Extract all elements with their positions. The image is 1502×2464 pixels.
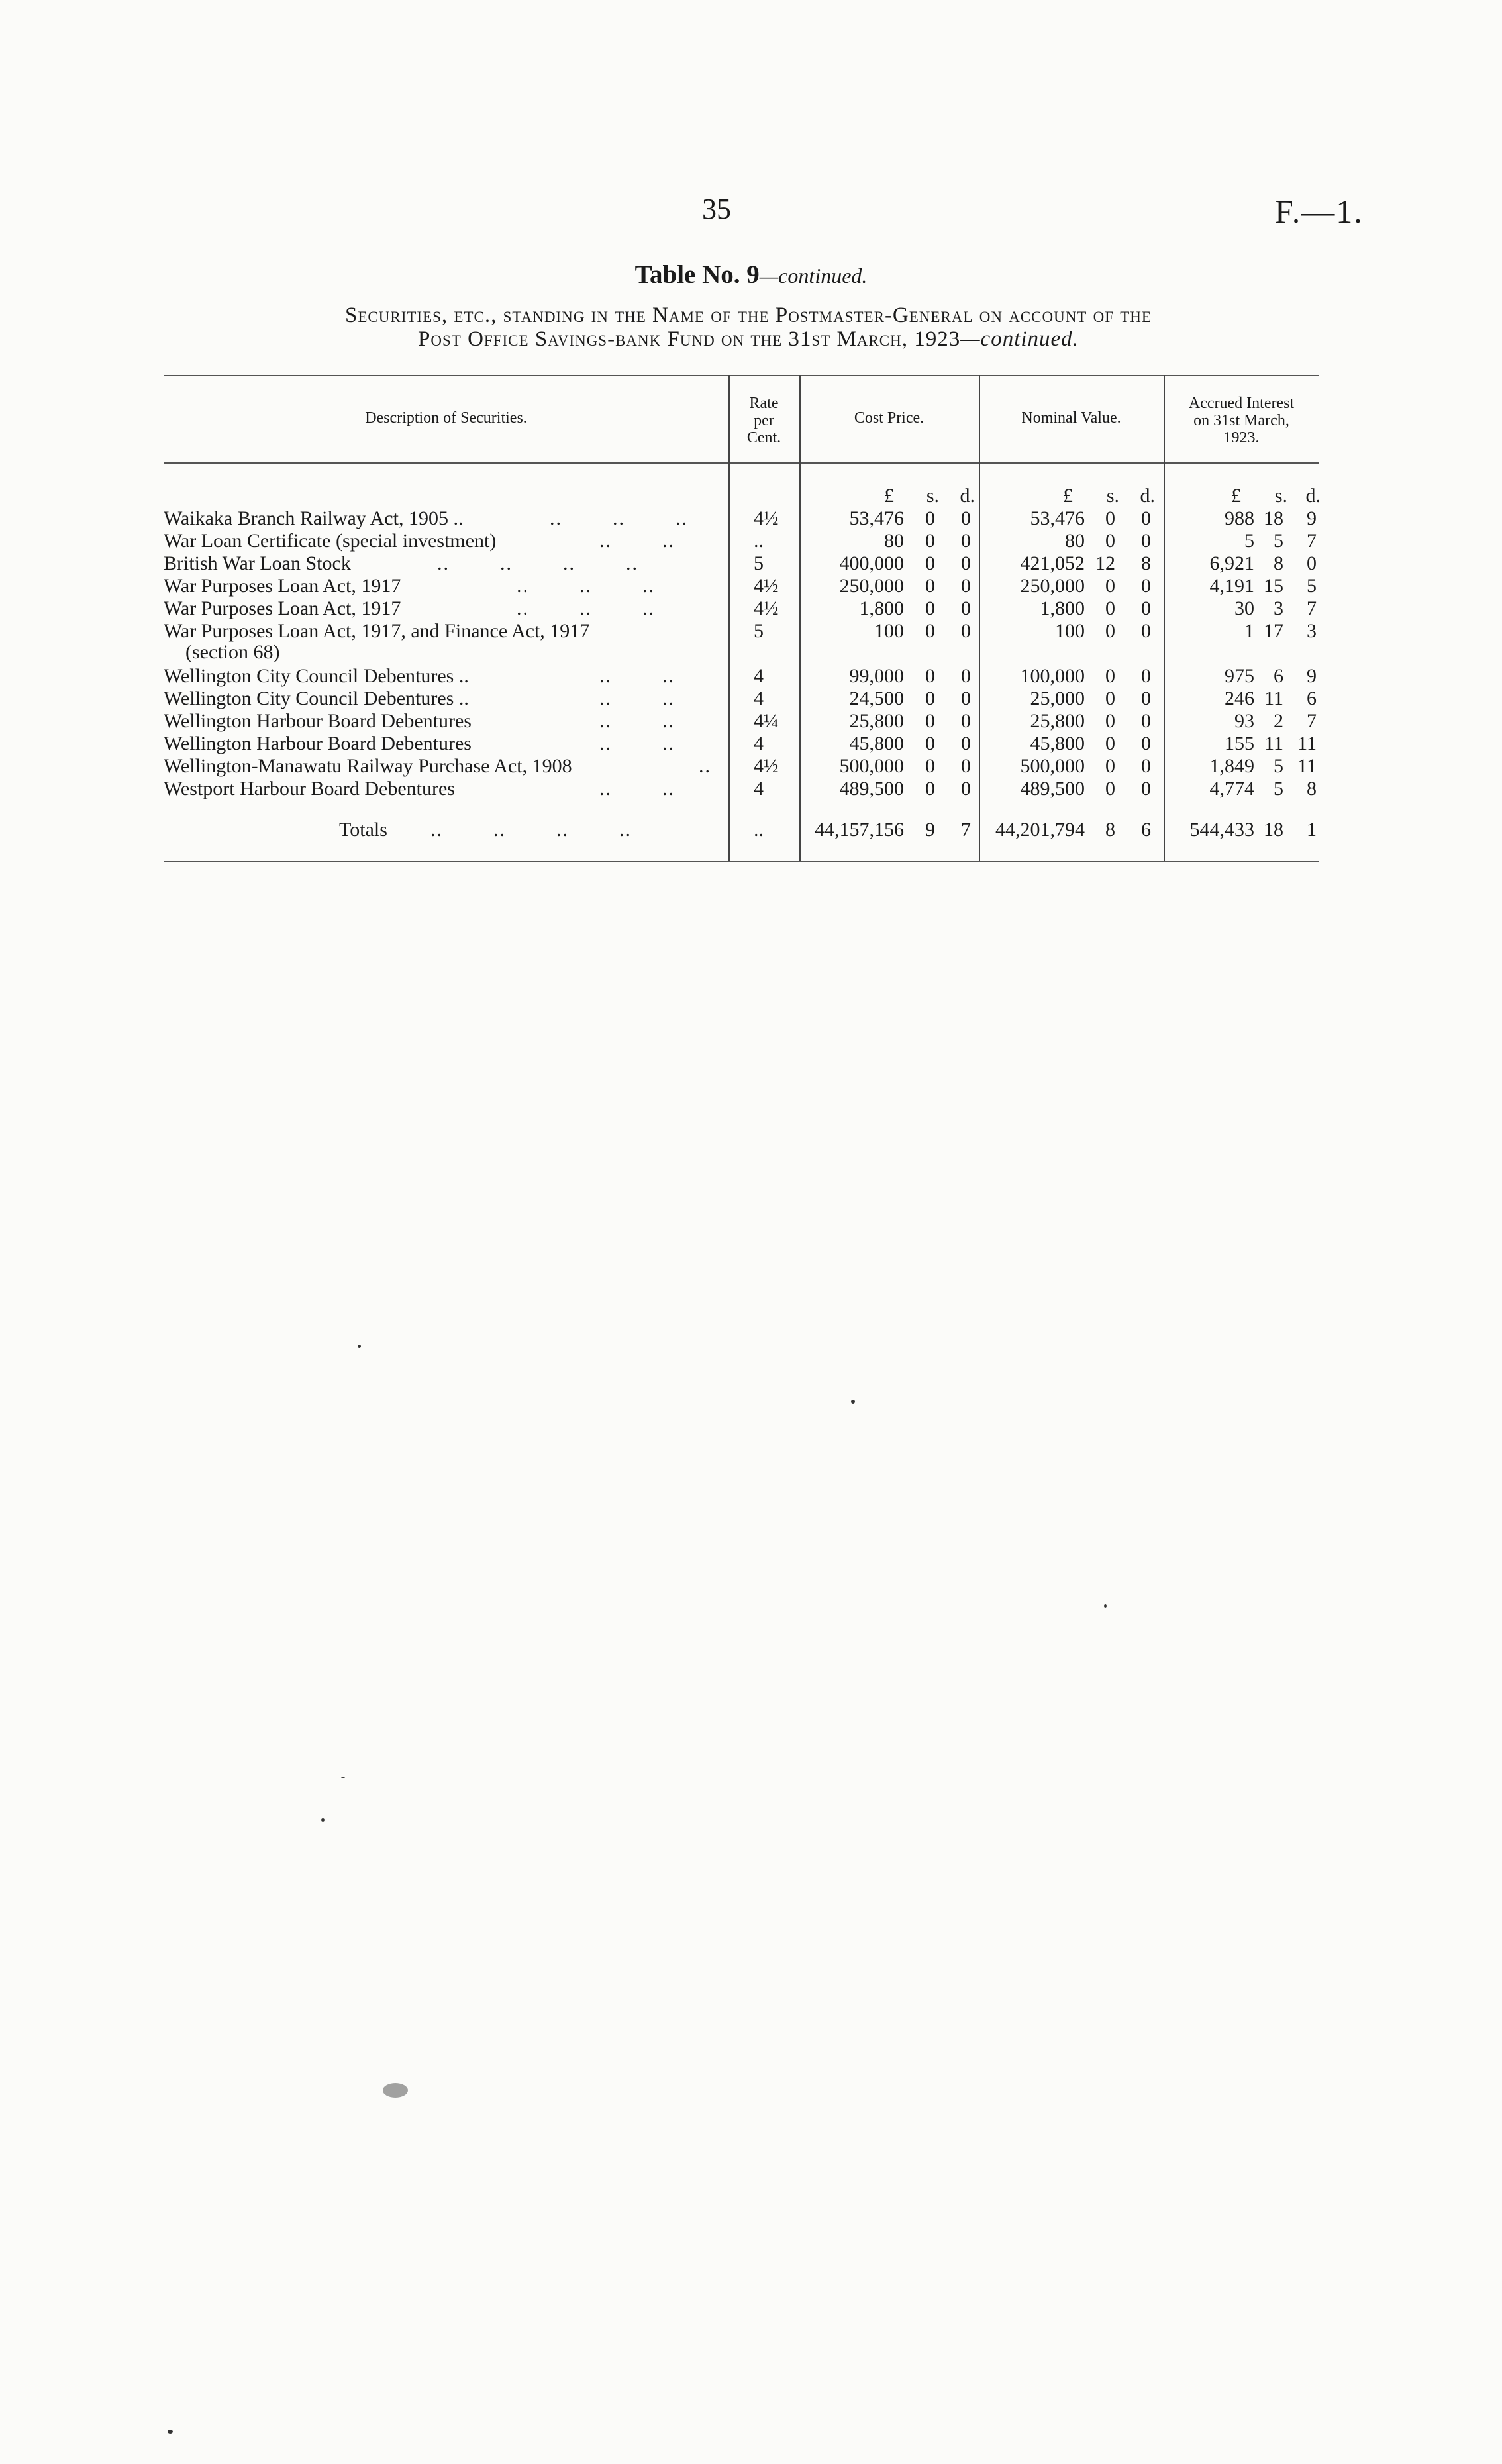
row-description: War Loan Certificate (special investment)	[164, 530, 497, 552]
col-header-rate-line1: Rate	[749, 395, 779, 412]
row-cost-pounds: 1,800	[859, 597, 904, 619]
row-description: War Purposes Loan Act, 1917, and Finance Act, 1917	[164, 620, 590, 642]
unit-pound: £	[1063, 485, 1073, 507]
row-nominal-pounds: 100	[1055, 620, 1085, 642]
row-interest-shillings: 15	[1264, 575, 1283, 597]
row-interest-pounds: 4,191	[1209, 575, 1254, 597]
row-interest-pence: 0	[1307, 552, 1317, 574]
row-rate: ..	[754, 530, 764, 552]
scan-speck	[383, 2083, 408, 2098]
totals-rate: ..	[754, 819, 764, 841]
row-cost-pence: 0	[961, 688, 971, 709]
row-interest-pounds: 1,849	[1209, 755, 1254, 777]
row-nominal-pounds: 1,800	[1040, 597, 1085, 619]
row-description: Wellington-Manawatu Railway Purchase Act, 1908	[164, 755, 572, 777]
column-divider	[1164, 375, 1165, 861]
row-interest-pounds: 5	[1244, 530, 1254, 552]
row-interest-pence: 11	[1297, 733, 1317, 754]
row-description: British War Loan Stock	[164, 552, 351, 574]
row-nominal-shillings: 0	[1105, 733, 1115, 754]
row-nominal-shillings: 0	[1105, 530, 1115, 552]
unit-shilling: s.	[1274, 485, 1287, 507]
row-nominal-pounds: 80	[1065, 530, 1085, 552]
row-cost-pounds: 99,000	[849, 665, 904, 687]
row-cost-pence: 0	[961, 597, 971, 619]
row-cost-pence: 0	[961, 755, 971, 777]
dot-leader: .. ..	[599, 665, 675, 687]
row-cost-pounds: 100	[874, 620, 904, 642]
row-interest-pounds: 1	[1244, 620, 1254, 642]
dot-leader: ..	[699, 755, 711, 777]
row-cost-pence: 0	[961, 575, 971, 597]
row-cost-pence: 0	[961, 710, 971, 732]
row-cost-pence: 0	[961, 507, 971, 529]
row-cost-pence: 0	[961, 552, 971, 574]
row-cost-shillings: 0	[925, 552, 935, 574]
row-nominal-pence: 0	[1141, 530, 1151, 552]
row-rate: 4¼	[754, 710, 779, 732]
row-interest-pounds: 975	[1225, 665, 1254, 687]
row-nominal-pounds: 53,476	[1030, 507, 1085, 529]
totals-interest-pounds: 544,433	[1189, 819, 1254, 841]
row-cost-pence: 0	[961, 778, 971, 799]
totals-cost-pence: 7	[961, 819, 971, 841]
row-nominal-pounds: 489,500	[1020, 778, 1085, 799]
row-rate: 5	[754, 552, 764, 574]
page-number: 35	[702, 193, 731, 225]
row-interest-pence: 9	[1307, 507, 1317, 529]
row-nominal-shillings: 0	[1105, 597, 1115, 619]
col-header-accrued	[1164, 395, 1319, 446]
col-header-accrued-line2: on 31st March,	[1193, 412, 1289, 429]
row-description: War Purposes Loan Act, 1917	[164, 597, 401, 619]
row-interest-shillings: 17	[1264, 620, 1283, 642]
row-interest-shillings: 11	[1264, 688, 1283, 709]
totals-nominal-shillings: 8	[1105, 819, 1115, 841]
row-cost-shillings: 0	[925, 575, 935, 597]
row-nominal-pounds: 100,000	[1020, 665, 1085, 687]
row-nominal-shillings: 0	[1105, 778, 1115, 799]
row-cost-pence: 0	[961, 733, 971, 754]
column-divider	[728, 375, 730, 861]
scan-speck	[358, 1345, 361, 1348]
unit-pound: £	[884, 485, 894, 507]
table-caption-line1: Securities, etc., standing in the Name of the Postmaster-General on account of the	[345, 303, 1152, 327]
row-nominal-pence: 0	[1141, 507, 1151, 529]
row-interest-pence: 8	[1307, 778, 1317, 799]
col-header-rate-line2: per	[754, 412, 774, 429]
dot-leader: .. .. ..	[517, 575, 655, 597]
row-description: Wellington Harbour Board Debentures	[164, 733, 472, 754]
row-rate: 4	[754, 733, 764, 754]
row-description: Waikaka Branch Railway Act, 1905 ..	[164, 507, 464, 529]
totals-cost-shillings: 9	[925, 819, 935, 841]
row-interest-shillings: 8	[1274, 552, 1283, 574]
row-cost-pounds: 80	[884, 530, 904, 552]
row-nominal-pence: 0	[1141, 597, 1151, 619]
row-cost-shillings: 0	[925, 710, 935, 732]
row-nominal-shillings: 0	[1105, 620, 1115, 642]
row-nominal-pounds: 421,052	[1020, 552, 1085, 574]
dot-leader: .. .. .. ..	[437, 552, 638, 574]
row-description: Westport Harbour Board Debentures	[164, 778, 455, 799]
row-rate: 4	[754, 778, 764, 799]
row-nominal-pounds: 25,000	[1030, 688, 1085, 709]
row-rate: 4	[754, 688, 764, 709]
row-nominal-pence: 0	[1141, 665, 1151, 687]
table-bottom-rule	[164, 861, 1319, 862]
column-divider	[979, 375, 980, 861]
table-title	[0, 260, 1502, 289]
row-cost-shillings: 0	[925, 733, 935, 754]
totals-label: Totals	[339, 819, 387, 841]
table-top-rule	[164, 375, 1319, 376]
row-nominal-pounds: 500,000	[1020, 755, 1085, 777]
scan-speck	[168, 2430, 173, 2434]
row-interest-pounds: 4,774	[1209, 778, 1254, 799]
table-title-main: Table No. 9	[634, 260, 760, 289]
row-nominal-pounds: 25,800	[1030, 710, 1085, 732]
row-cost-shillings: 0	[925, 688, 935, 709]
row-interest-pence: 3	[1307, 620, 1317, 642]
row-cost-pounds: 250,000	[839, 575, 904, 597]
row-interest-pounds: 246	[1225, 688, 1254, 709]
row-interest-pence: 9	[1307, 665, 1317, 687]
row-description: Wellington City Council Debentures ..	[164, 688, 469, 709]
col-header-accrued-line1: Accrued Interest	[1188, 395, 1295, 412]
unit-pound: £	[1231, 485, 1241, 507]
row-nominal-pence: 0	[1141, 710, 1151, 732]
caption-line2-text: Post Office Savings-bank Fund on the 31st March, 1923	[418, 327, 961, 351]
totals-nominal-pounds: 44,201,794	[995, 819, 1085, 841]
row-rate: 4½	[754, 755, 779, 777]
row-description: Wellington City Council Debentures ..	[164, 665, 469, 687]
row-cost-shillings: 0	[925, 778, 935, 799]
col-header-accrued-line3: 1923.	[1223, 429, 1260, 446]
row-interest-shillings: 5	[1274, 755, 1283, 777]
unit-pence: d.	[960, 485, 975, 507]
row-nominal-pence: 0	[1141, 575, 1151, 597]
row-rate: 4½	[754, 597, 779, 619]
row-nominal-shillings: 0	[1105, 507, 1115, 529]
scan-speck	[1104, 1604, 1107, 1608]
col-header-nominal: Nominal Value.	[1021, 409, 1121, 427]
dot-leader: .. ..	[599, 778, 675, 799]
scan-speck	[851, 1400, 855, 1404]
header-bottom-rule	[164, 462, 1319, 464]
row-interest-shillings: 3	[1274, 597, 1283, 619]
column-divider	[799, 375, 801, 861]
row-cost-pounds: 45,800	[849, 733, 904, 754]
col-header-description: Description of Securities.	[365, 409, 527, 427]
row-description: War Purposes Loan Act, 1917	[164, 575, 401, 597]
row-cost-shillings: 0	[925, 755, 935, 777]
row-interest-pence: 6	[1307, 688, 1317, 709]
row-nominal-shillings: 0	[1105, 688, 1115, 709]
row-nominal-pence: 0	[1141, 755, 1151, 777]
dot-leader: .. ..	[599, 530, 675, 552]
dot-leader: .. ..	[599, 733, 675, 754]
row-cost-shillings: 0	[925, 665, 935, 687]
row-rate: 4½	[754, 507, 779, 529]
totals-interest-shillings: 18	[1264, 819, 1283, 841]
row-cost-pounds: 25,800	[849, 710, 904, 732]
report-code: F.—1.	[1275, 193, 1364, 230]
unit-pence: d.	[1140, 485, 1155, 507]
row-description: Wellington Harbour Board Debentures	[164, 710, 472, 732]
row-nominal-shillings: 0	[1105, 755, 1115, 777]
col-header-cost: Cost Price.	[854, 409, 925, 427]
unit-shilling: s.	[1106, 485, 1119, 507]
dot-leader: .. .. .. ..	[430, 819, 632, 841]
row-interest-pounds: 30	[1234, 597, 1254, 619]
row-cost-pence: 0	[961, 620, 971, 642]
row-interest-pence: 7	[1307, 530, 1317, 552]
row-interest-shillings: 18	[1264, 507, 1283, 529]
row-interest-shillings: 2	[1274, 710, 1283, 732]
row-nominal-pence: 0	[1141, 733, 1151, 754]
row-interest-pounds: 93	[1234, 710, 1254, 732]
row-cost-pounds: 489,500	[839, 778, 904, 799]
row-rate: 5	[754, 620, 764, 642]
scan-speck	[321, 1818, 325, 1822]
row-interest-pence: 11	[1297, 755, 1317, 777]
dot-leader: .. .. ..	[550, 507, 688, 529]
row-interest-pence: 5	[1307, 575, 1317, 597]
row-interest-shillings: 5	[1274, 530, 1283, 552]
row-cost-pounds: 53,476	[849, 507, 904, 529]
unit-pence: d.	[1305, 485, 1321, 507]
row-nominal-shillings: 12	[1095, 552, 1115, 574]
row-interest-pounds: 988	[1225, 507, 1254, 529]
row-interest-pence: 7	[1307, 710, 1317, 732]
totals-nominal-pence: 6	[1141, 819, 1151, 841]
row-interest-pence: 7	[1307, 597, 1317, 619]
row-cost-pounds: 24,500	[849, 688, 904, 709]
row-interest-pounds: 155	[1225, 733, 1254, 754]
table-title-suffix: —continued.	[759, 264, 868, 287]
row-cost-shillings: 0	[925, 597, 935, 619]
row-interest-pounds: 6,921	[1209, 552, 1254, 574]
row-nominal-pounds: 45,800	[1030, 733, 1085, 754]
row-cost-pence: 0	[961, 530, 971, 552]
row-cost-pounds: 500,000	[839, 755, 904, 777]
row-rate: 4	[754, 665, 764, 687]
row-interest-shillings: 11	[1264, 733, 1283, 754]
row-cost-pence: 0	[961, 665, 971, 687]
row-nominal-shillings: 0	[1105, 665, 1115, 687]
row-nominal-pence: 0	[1141, 778, 1151, 799]
row-nominal-shillings: 0	[1105, 710, 1115, 732]
row-cost-shillings: 0	[925, 620, 935, 642]
dot-leader: .. .. ..	[517, 597, 655, 619]
row-nominal-pence: 8	[1141, 552, 1151, 574]
row-nominal-pence: 0	[1141, 688, 1151, 709]
row-interest-shillings: 6	[1274, 665, 1283, 687]
row-cost-shillings: 0	[925, 530, 935, 552]
totals-cost-pounds: 44,157,156	[815, 819, 904, 841]
row-nominal-pounds: 250,000	[1020, 575, 1085, 597]
row-nominal-shillings: 0	[1105, 575, 1115, 597]
row-cost-shillings: 0	[925, 507, 935, 529]
totals-interest-pence: 1	[1307, 819, 1317, 841]
row-nominal-pence: 0	[1141, 620, 1151, 642]
col-header-rate-line3: Cent.	[746, 429, 781, 446]
row-interest-shillings: 5	[1274, 778, 1283, 799]
col-header-rate	[728, 395, 799, 446]
row-rate: 4½	[754, 575, 779, 597]
scan-speck	[341, 1777, 345, 1778]
table-caption-line2	[119, 327, 1377, 352]
dot-leader: .. ..	[599, 710, 675, 732]
caption-line2-suffix: —continued.	[960, 327, 1079, 351]
dot-leader: .. ..	[599, 688, 675, 709]
unit-shilling: s.	[926, 485, 939, 507]
row-description-continued: (section 68)	[185, 641, 280, 663]
row-cost-pounds: 400,000	[839, 552, 904, 574]
